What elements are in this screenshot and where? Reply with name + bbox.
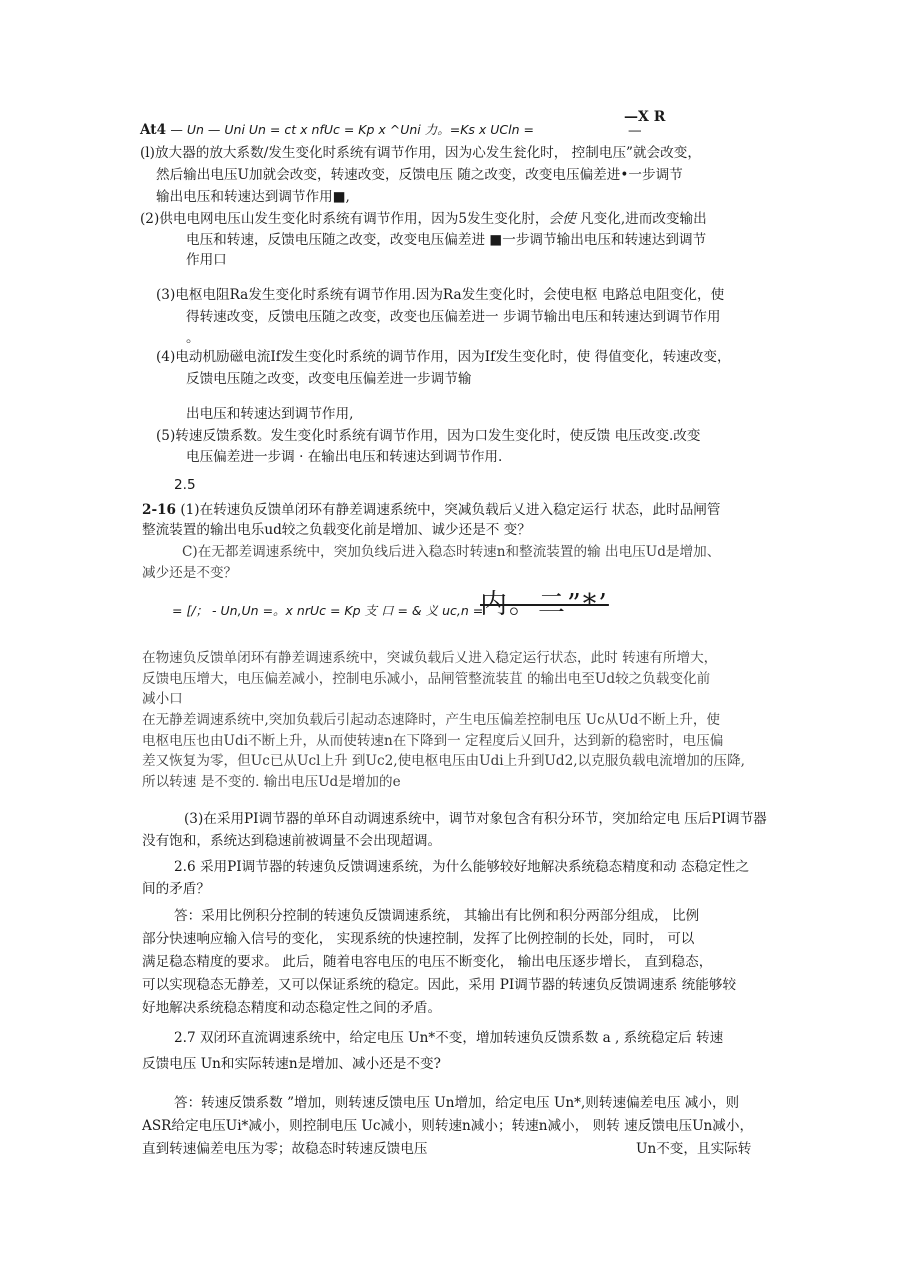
q27-answer-line3: 直到转速偏差电压为零；故稳态时转速反馈电压 [142,1141,428,1157]
s2-line3: 作用口 [186,252,227,268]
q27-line2: 反馈电压 Un和实际转速n是增加、减小还是不变? [142,1056,441,1072]
q26-answer-line4: 可以实现稳态无静差，又可以保证系统的稳定。因此，采用 PI调节器的转速负反馈调速系 统能够较 [142,977,737,993]
s3-line1: (3)电枢电阻Ra发生变化时系统有调节作用.因为Ra发生变化时，会使电枢 电路总电阻变化，使 [156,287,725,303]
q27-line1: 2.7 双闭环直流调速系统中，给定电压 Un*不变，增加转速负反馈系数 a , 系统稳定后 转速 [174,1030,724,1046]
s1-line3: 输出电压和转速达到调节作用■, [156,189,350,205]
s4-line2: 反馈电压随之改变，改变电压偏差进一步调节输 [186,371,472,387]
s5-line2: 电压偏差进一步调 · 在输出电压和转速达到调节作用. [186,449,503,465]
q26-answer-line3: 满足稳态精度的要求。 此后，随着电容电压的电压不断变化， 输出电压逐步增长， 直到稳态， [142,954,713,970]
q216-line1 [142,501,721,519]
formula-2-scrawl: 内。二”*’ [480,589,609,620]
ans216-line5: 电枢电压也由Udi不断上升，从而使转速n在下降到一 定程度后乂回升，达到新的稳密时，电压偏 [142,733,724,749]
formula-text: — Un — Uni Un = ct x nfUc = Kp x ^Uni 力。=Ks x UCln = [170,122,534,137]
q26-answer-line5: 好地解决系统稳态精度和动态稳定性之间的矛盾。 [142,1000,442,1016]
q3-line1: (3)在采用PI调节器的单环自动调速系统中，调节对象包含有积分环节，突加给定电 压后PI调节器 [184,811,767,827]
s2-line1 [140,210,707,228]
q27-answer-line1: 答：转速反馈系数 ”增加，则转速反馈电压 Un增加，给定电压 Un*,则转速偏差电压 减小，则 [174,1095,740,1111]
q216-line2: 整流装置的输出电乐ud较之负载变化前是增加、诚少还是不 变？ [142,522,531,538]
q216-line1-text: (1)在转速负反馈单闭环有静差调速系统中，突减负载后乂进入稳定运行 状态，此时品闸管 [176,502,721,518]
s1-line1: (l)放大器的放大系数/发生变化时系统有调节作用，因为心发生瓮化时， 控制电压”就会改变， [140,145,701,161]
ans216-line6: 差又恢复为零，但Uc已从Ucl上升 到Uc2,使电枢电压由Udi上升到Ud2,以克服负载电流增加的压降, [142,753,745,769]
ans216-line4: 在无静差调速系统中,突加负载后引起动态速降时，产生电压偏差控制电压 Uc从Ud不断上升，使 [142,712,721,728]
formula-label: At4 [140,122,167,138]
q26-line2: 间的矛盾？ [142,881,210,897]
s4-line3: 出电压和转速达到调节作用, [186,406,354,422]
ans216-line2: 反馈电压增大，电压偏差减小，控制电乐减小，品闸管整流装苴 的输出电至Ud较之负载变化前 [142,671,711,687]
heading-2-5: 2.5 [174,477,196,493]
q27-answer-line2: ASR给定电压Ui*减小，则控制电压 Uc减小，则转速n减小；转速n减小， 则转 速反馈电压Un减小， [142,1118,754,1134]
q216-line3: C)在无都差调速系统中，突加负线后进入稳态时转速n和整流装置的输 出电压Ud是增加、 [182,544,721,560]
q3-line2: 没有饱和，系统达到稳速前被调量不会出现超调。 [142,833,442,849]
s2-line1-b: 会使 [548,211,576,227]
s4-line1: (4)电动机励磁电流If发生变化时系统的调节作用，因为If发生变化时，使 得值变化，转速改变， [156,349,731,365]
ans216-line1: 在物速负反馈单闭环有静差调速系统中，突诚负载后乂进入稳定运行状态，此时 转速有所增大， [142,650,718,666]
s5-line1: (5)转速反馈系数。发生变化时系统有调节作用，因为口发生变化时，使反馈 电压改变.改变 [156,428,701,444]
s3-line3: 。 [186,330,200,346]
q26-line1: 2.6 采用PI调节器的转速负反馈调速系统，为什么能够较好地解决系统稳态精度和动 态稳定性之 [174,859,749,875]
q216-number: 2-16 [142,502,177,518]
s1-line2: 然后输出电压U加就会改变，转速改变，反馈电压 随之改变，改变电压偏差进•一步调节 [156,167,683,183]
top-formula [140,121,534,139]
s2-line1-c: 凡变化,进而改变输出 [575,211,707,227]
q26-answer-line2: 部分快速响应输入信号的变化， 实现系统的快速控制，发挥了比例控制的长处，同时， 可以 [142,931,695,947]
top-right-dash: — [628,123,642,139]
s2-line2: 电压和转速，反馈电压随之改变，改变电压偏差进 ■一步调节输出电压和转速达到调节 [186,232,707,248]
q26-answer-line1: 答：采用比例积分控制的转速负反馈调速系统， 其输出有比例和积分两部分组成， 比例 [174,908,700,924]
q216-line4: 减少还是不变？ [142,565,238,581]
q27-answer-line3-end: Un不变，且实际转 [636,1141,752,1157]
ans216-line3: 减小口 [142,691,183,707]
s2-line1-a: (2)供电电网电压山发生变化时系统有调节作用，因为5发生变化肘， [140,211,549,227]
s3-line2: 得转速改变，反馈电压随之改变，改变也压偏差进一 步调节输出电压和转速达到调节作用 [186,309,721,325]
ans216-line7: 所以转速 是不变的. 输出电压Ud是增加的e [142,774,401,790]
top-right-marker: —X R [624,109,666,125]
formula-2: = [/； - Un,Un =。x nrUc = Kp 支 口 = & 义 uc,n = [172,603,484,618]
